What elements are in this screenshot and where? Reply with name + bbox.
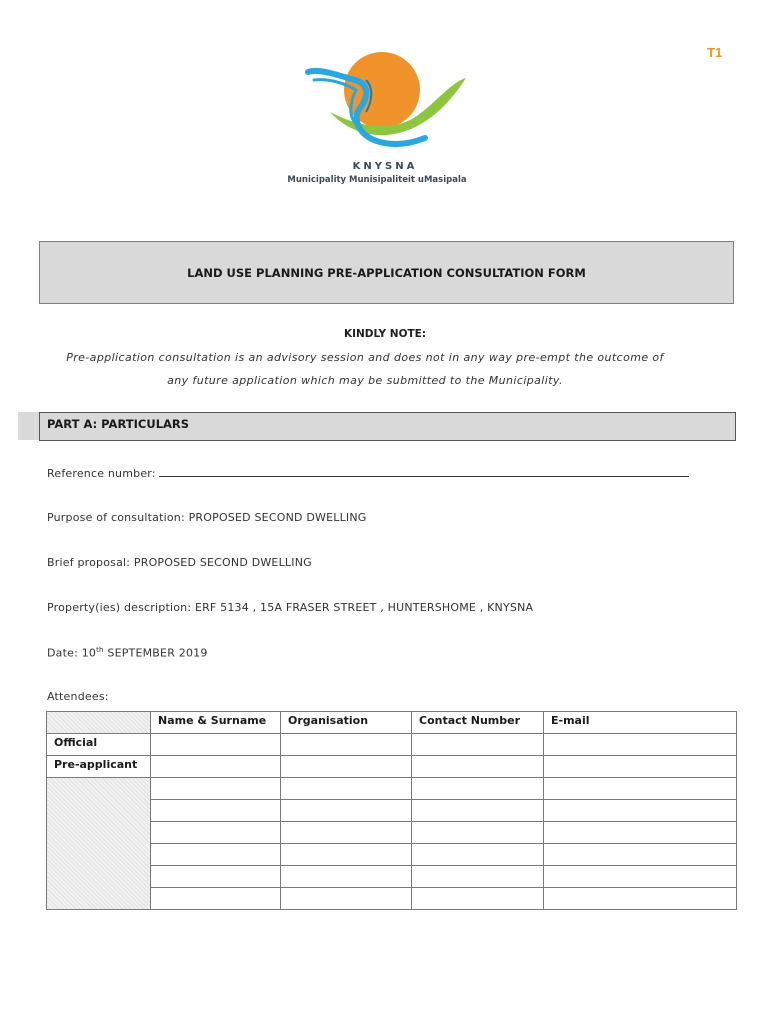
note-line-2: any future application which may be submitted to the Municipality. bbox=[167, 374, 563, 387]
table-cell[interactable] bbox=[412, 888, 544, 910]
table-cell[interactable] bbox=[544, 734, 737, 756]
table-row bbox=[47, 734, 737, 756]
table-cell[interactable] bbox=[151, 756, 281, 778]
table-header-contact: Contact Number bbox=[412, 712, 544, 734]
table-row bbox=[47, 888, 737, 910]
attendees-table bbox=[46, 711, 737, 910]
table-cell[interactable] bbox=[151, 844, 281, 866]
table-cell[interactable] bbox=[281, 734, 412, 756]
table-cell[interactable] bbox=[281, 888, 412, 910]
table-row bbox=[47, 844, 737, 866]
table-row bbox=[47, 822, 737, 844]
table-row bbox=[47, 866, 737, 888]
form-title-box bbox=[39, 241, 734, 304]
table-row bbox=[47, 756, 737, 778]
table-cell[interactable] bbox=[151, 778, 281, 800]
brief-proposal-field: Brief proposal: PROPOSED SECOND DWELLING bbox=[47, 556, 312, 569]
table-cell[interactable] bbox=[281, 822, 412, 844]
table-row bbox=[47, 800, 737, 822]
note-title: KINDLY NOTE: bbox=[343, 328, 427, 340]
section-tab bbox=[18, 412, 40, 440]
table-cell[interactable] bbox=[412, 844, 544, 866]
table-cell[interactable] bbox=[412, 800, 544, 822]
part-a-heading: PART A: PARTICULARS bbox=[47, 417, 190, 431]
table-cell[interactable] bbox=[544, 800, 737, 822]
date-suffix: th bbox=[96, 646, 104, 654]
table-header-blank bbox=[47, 712, 151, 734]
table-cell[interactable] bbox=[281, 756, 412, 778]
purpose-field: Purpose of consultation: PROPOSED SECOND DWELLING bbox=[47, 511, 367, 524]
reference-number-field bbox=[47, 467, 689, 480]
date-label: Date: 10 bbox=[47, 646, 97, 660]
table-header-row bbox=[47, 712, 737, 734]
table-cell[interactable] bbox=[544, 822, 737, 844]
brand-name: KNYSNA bbox=[352, 161, 418, 172]
property-description-field: Property(ies) description: ERF 5134 , 15A FRASER STREET , HUNTERSHOME , KNYSNA bbox=[47, 601, 534, 614]
row-label-official: Official bbox=[47, 734, 151, 756]
table-cell[interactable] bbox=[544, 888, 737, 910]
table-cell[interactable] bbox=[544, 866, 737, 888]
table-header-organisation: Organisation bbox=[281, 712, 412, 734]
table-cell[interactable] bbox=[544, 844, 737, 866]
table-header-name: Name & Surname bbox=[151, 712, 281, 734]
table-cell[interactable] bbox=[281, 866, 412, 888]
knysna-logo-icon bbox=[300, 50, 470, 160]
document-code: T1 bbox=[707, 45, 723, 60]
table-cell[interactable] bbox=[412, 756, 544, 778]
table-cell[interactable] bbox=[281, 778, 412, 800]
table-cell[interactable] bbox=[412, 822, 544, 844]
table-cell[interactable] bbox=[151, 888, 281, 910]
attendees-label: Attendees: bbox=[47, 690, 109, 703]
table-cell[interactable] bbox=[151, 800, 281, 822]
form-title: LAND USE PLANNING PRE-APPLICATION CONSULTATION FORM bbox=[187, 265, 586, 280]
row-label-pre-applicant: Pre-applicant bbox=[47, 756, 151, 778]
table-cell[interactable] bbox=[544, 756, 737, 778]
reference-number-label: Reference number: bbox=[47, 467, 156, 480]
row-label-blank bbox=[47, 778, 151, 910]
table-cell[interactable] bbox=[412, 778, 544, 800]
table-cell[interactable] bbox=[412, 866, 544, 888]
table-row bbox=[47, 778, 737, 800]
table-cell[interactable] bbox=[281, 800, 412, 822]
table-cell[interactable] bbox=[151, 822, 281, 844]
table-header-email: E-mail bbox=[544, 712, 737, 734]
table-cell[interactable] bbox=[412, 734, 544, 756]
table-cell[interactable] bbox=[151, 866, 281, 888]
table-cell[interactable] bbox=[151, 734, 281, 756]
table-cell[interactable] bbox=[544, 778, 737, 800]
brand-subtitle: Municipality Munisipaliteit uMasipala bbox=[287, 175, 467, 185]
date-field bbox=[47, 646, 208, 660]
note-line-1: Pre-application consultation is an advisory session and does not in any way pre-empt the outcome of bbox=[66, 351, 664, 364]
date-value: SEPTEMBER 2019 bbox=[103, 646, 208, 660]
table-cell[interactable] bbox=[281, 844, 412, 866]
reference-number-line[interactable] bbox=[159, 467, 689, 477]
